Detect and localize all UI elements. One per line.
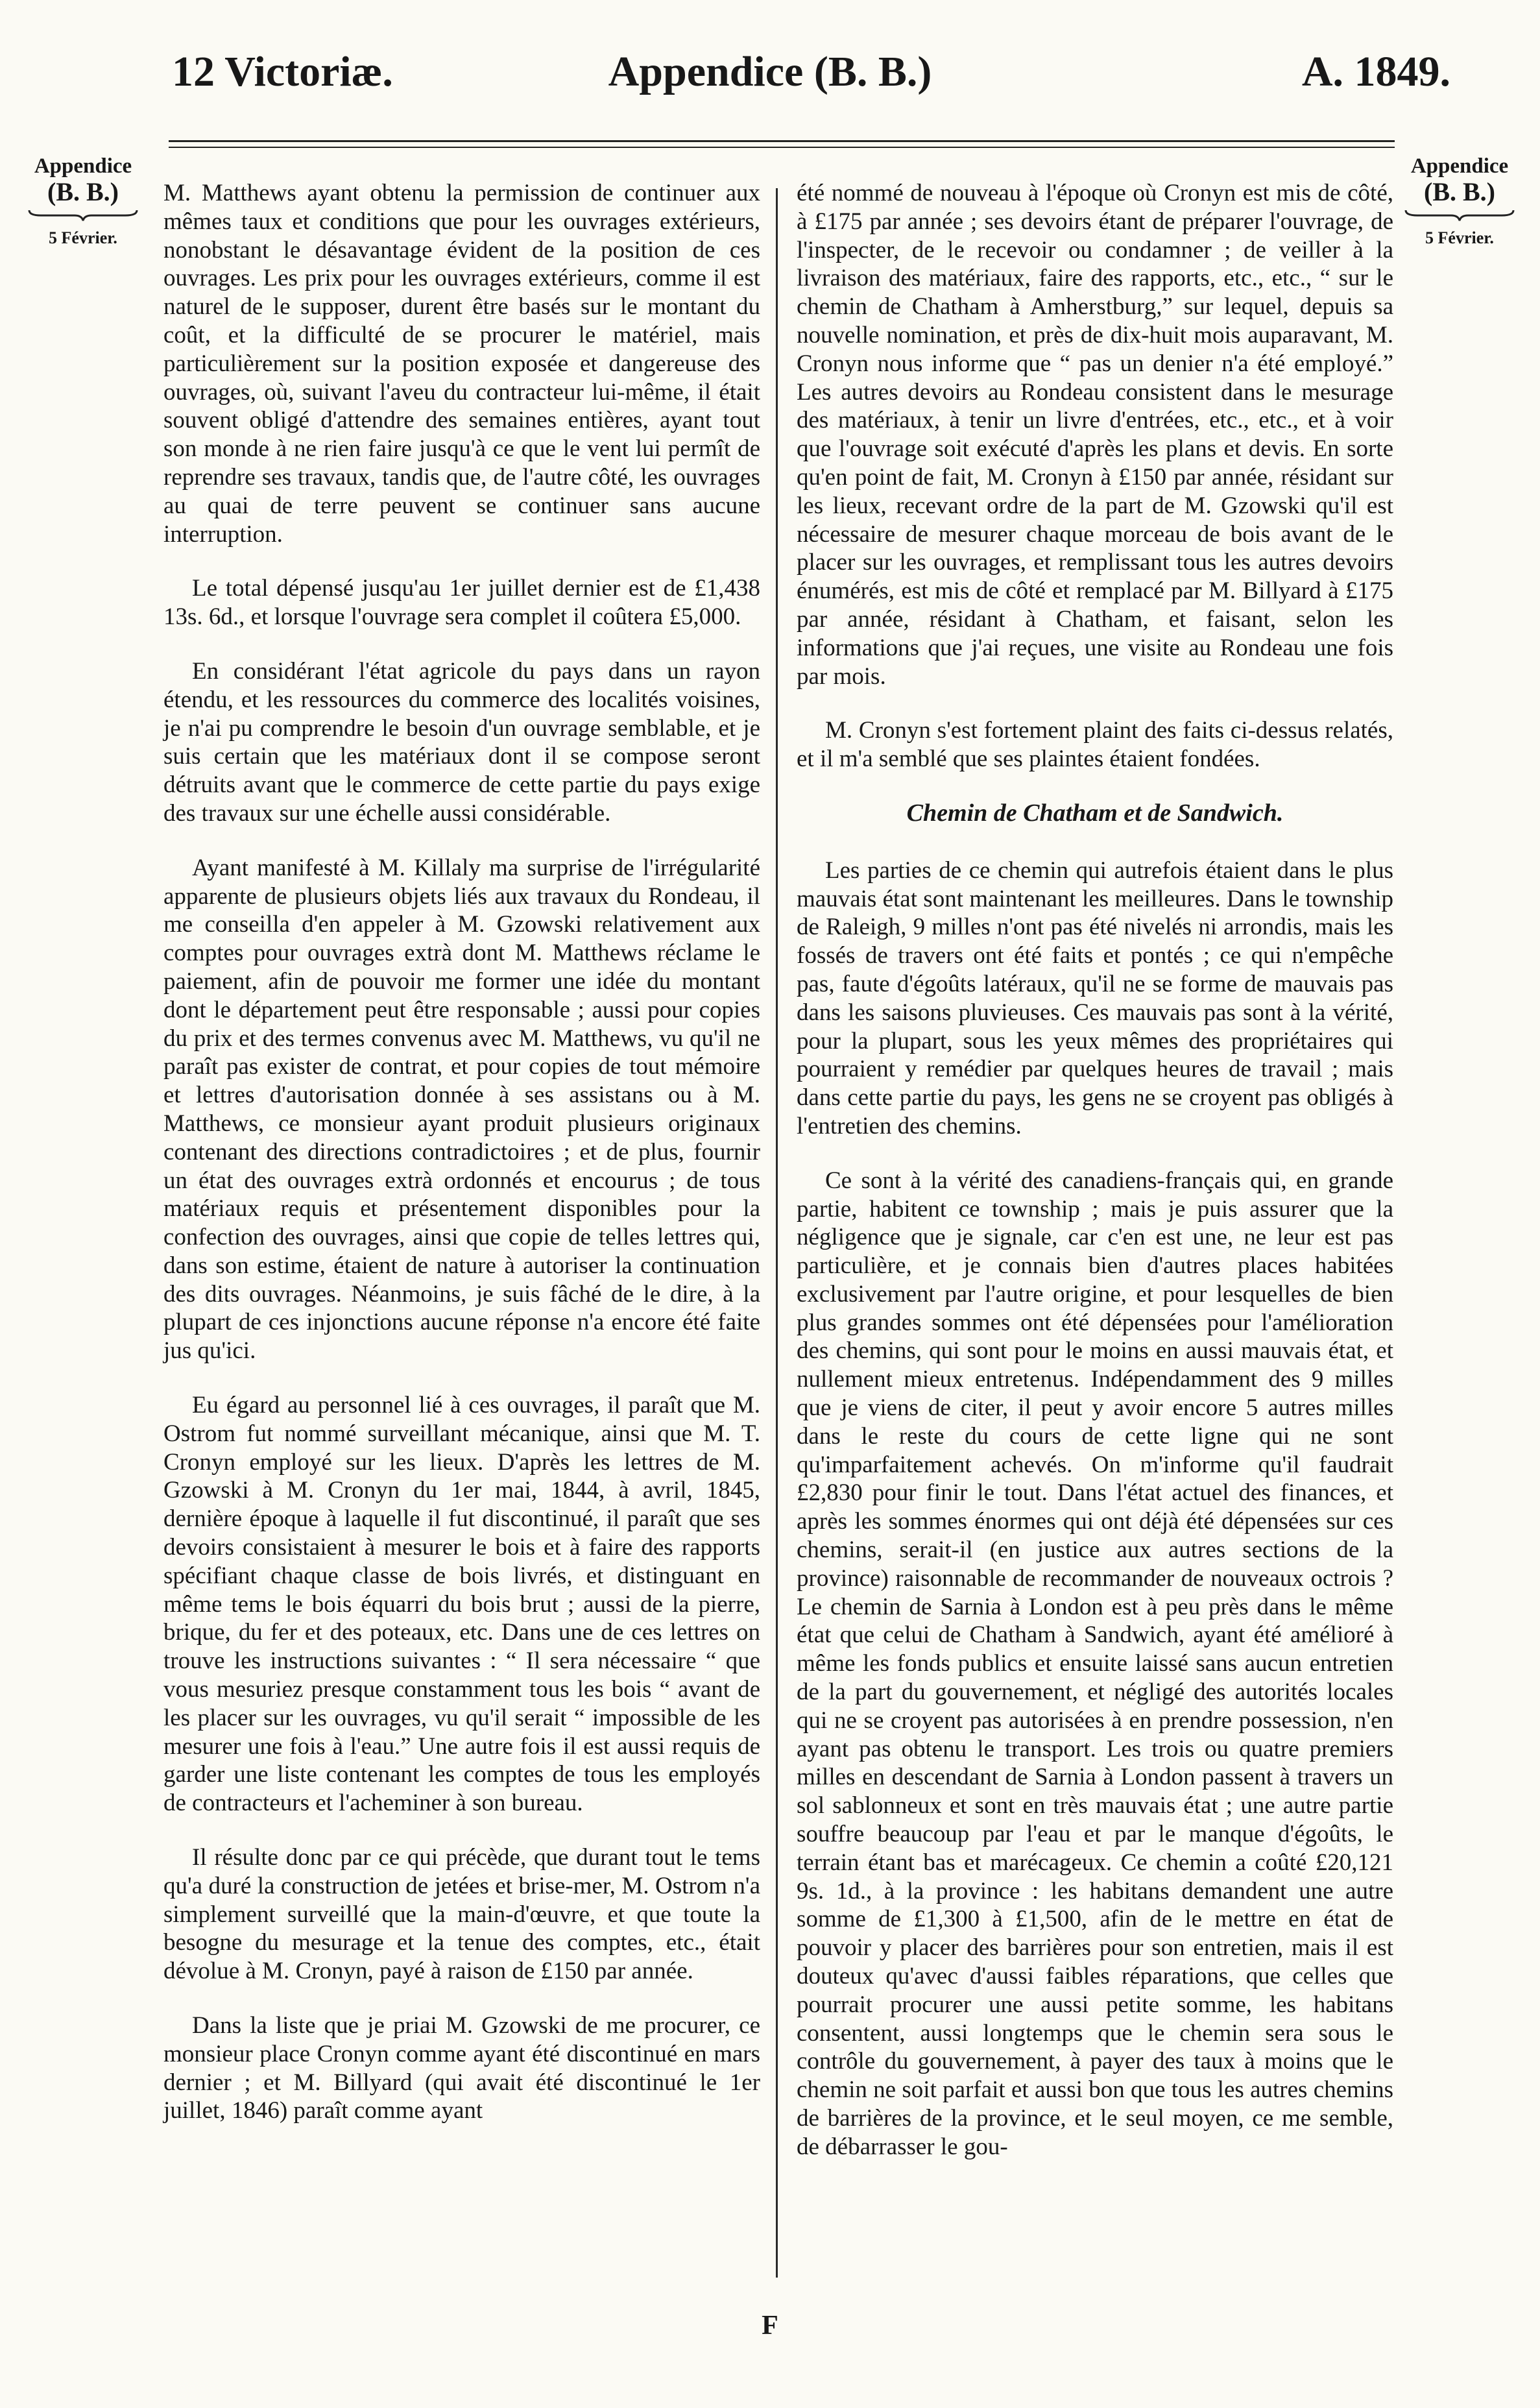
signature-mark: F: [762, 2311, 778, 2341]
paragraph: En considérant l'état agricole du pays dans un rayon étendu, et les ressources du commerce des localités voisines, je n'ai pu comprendre le besoin d'un ouvrage semblable, et je suis certain que les matériaux dont il se compose seront détruits avant que le commerce de cette partie du pays exige des travaux sur une échelle aussi considérable.: [163, 657, 760, 827]
right-column: [797, 179, 1393, 2187]
margin-note-title: Appendice: [1410, 154, 1509, 178]
section-heading: Chemin de Chatham et de Sandwich.: [906, 799, 1284, 827]
paragraph: Les parties de ce chemin qui autrefois étaient dans le plus mauvais état sont maintenant les meilleures. Dans le township de Raleigh, 9 milles n'ont pas été nivelés ni arrondis, mais les fossés de travers ont été faits et pontés ; ce qui n'empêche pas, faute d'égoûts latéraux, qu'il ne se forme de mauvais pas dans les saisons pluvieuses. Ces mauvais pas sont à la vérité, pour la plupart, sous les yeux mêmes des propriétaires qui pourraient y remédier par quelques heures de travail ; mais dans cette partie du pays, les gens ne se croyent pas obligés à l'entretien des chemins.: [797, 857, 1393, 1139]
paragraph: M. Cronyn s'est fortement plaint des faits ci-dessus relatés, et il m'a semblé que ses plaintes étaient fondées.: [797, 717, 1393, 773]
header-volume: 12 Victoriæ.: [172, 48, 393, 95]
column-divider: [776, 188, 778, 2278]
brace-ornament: [1404, 208, 1515, 222]
paragraph: Ayant manifesté à M. Killaly ma surprise de l'irrégularité apparente de plusieurs objets liés aux travaux du Rondeau, il me conseilla d'en appeler à M. Gzowski relativement aux comptes pour ouvrages extrà dont M. Matthews réclame le paiement, afin de pouvoir me former une idée du montant dont le département peut être responsable ; aussi pour copies du prix et des termes convenus avec M. Matthews, vu qu'il ne paraît pas exister de contrat, et pour copies de tout mémoire et lettres d'autorisation donnée à ses assistans ou à M. Matthews, ce monsieur ayant produit plusieurs originaux contenant des directions contradictoires ; et de plus, fournir un état des ouvrages extrà ordonnés et encourus ; de tous matériaux requis et présentement disponibles pour la confection des ouvrages, ainsi que copie de telles lettres qui, dans son estime, étaient de nature à autoriser la continuation des dits ouvrages. Néanmoins, je suis fâché de le dire, à la plupart de ces injonctions aucune réponse n'a encore été faite jus qu'ici.: [163, 854, 760, 1365]
paragraph: Il résulte donc par ce qui précède, que durant tout le tems qu'a duré la construction de jetées et brise-mer, M. Ostrom n'a simplement surveillé que la main-d'œuvre, et que toute la besogne du mesurage et la tenue des comptes, etc., était dévolue à M. Cronyn, payé à raison de £150 par année.: [163, 1844, 760, 1985]
margin-note-date: 5 Février.: [49, 228, 117, 248]
brace-ornament: [28, 208, 138, 222]
header-rule: [169, 140, 1395, 142]
paragraph: Dans la liste que je priai M. Gzowski de me procurer, ce monsieur place Cronyn comme ayant été discontinué en mars dernier ; et M. Billyard (qui avait été discontinué le 1er juillet, 1846) paraît comme ayant: [163, 2012, 760, 2124]
paragraph: M. Matthews ayant obtenu la permission de continuer aux mêmes taux et conditions que pour les ouvrages extérieurs, nonobstant le désavantage évident de la position de ces ouvrages. Les prix pour les ouvrages extérieurs, comme il est naturel de le supposer, durent être basés sur le montant du coût, et la difficulté de se procurer le matériel, mais particulièrement sur la position exposée et dangereuse des ouvrages, où, suivant l'aveu du contracteur lui-même, il était souvent obligé d'attendre des semaines entières, ayant tout son monde à ne rien faire jusqu'à ce que le vent lui permît de reprendre ses travaux, tandis que, de l'autre côté, les ouvrages au quai de terre peuvent se continuer sans aucune interruption.: [163, 180, 760, 548]
paragraph: été nommé de nouveau à l'époque où Cronyn est mis de côté, à £175 par année ; ses devoirs étant de préparer l'ouvrage, de l'inspecter, de le recevoir ou condamner ; de veiller à la livraison des matériaux, faire des rapports, etc., etc., “ sur le chemin de Chatham à Amherstburg,” sur lequel, depuis sa nouvelle nomination, et près de dix-huit mois auparavant, M. Cronyn nous informe que “ pas un denier n'a été employé.” Les autres devoirs au Rondeau consistent dans le mesurage des matériaux, à tenir un livre d'entrées, etc., etc., et à voir que l'ouvrage soit exécuté d'après les plans et devis. En sorte qu'en point de fait, M. Cronyn à £150 par année, résidant sur les lieux, recevant ordre de la part de M. Gzowski qu'il est nécessaire de mesurer chaque morceau de bois avant de le placer sur les ouvrages, et remplissant tous les autres devoirs énumérés, est mis de côté et remplacé par M. Billyard à £175 par année, résidant à Chatham, et faisant, selon les informations que j'ai reçues, une visite au Rondeau une fois par mois.: [797, 180, 1393, 690]
paragraph: Ce sont à la vérité des canadiens-français qui, en grande partie, habitent ce township ; mais je puis assurer que la négligence que je signale, car c'en est une, ne leur est pas particulière, et je connais bien d'autres places habitées exclusivement par l'autre origine, et pour lesquelles de bien plus grandes sommes ont été dépensées pour l'amélioration des chemins, qui sont pour le moins en aussi mauvais état, et nullement mieux entretenus. Indépendamment des 9 milles que je viens de citer, il peut y avoir encore 5 autres milles dans le reste du cours de cette ligne qui ne sont qu'imparfaitement achevés. On m'informe qu'il faudrait £2,830 pour finir le tout. Dans l'état actuel des finances, et après les sommes énormes qui ont déjà été dépensées sur ces chemins, serait-il (en justice aux autres sections de la province) raisonnable de recommander de nouveaux octrois ? Le chemin de Sarnia à London est à peu près dans le même état que celui de Chatham à Sandwich, ayant été amélioré à même les fonds publics et ensuite laissé sans aucun entretien de la part du gouvernement, et négligé des autorités locales qui ne se croyent pas autorisées à en prendre possession, n'en ayant pas obtenu le transport. Les trois ou quatre premiers milles en descendant de Sarnia à London passent à travers un sol sablonneux et sont en très mauvais état ; une autre partie souffre beaucoup par l'eau et par le manque d'égoûts, le terrain étant bas et marécageux. Ce chemin a coûté £20,121 9s. 1d., à la province : les habitans demandent une autre somme de £1,300 à £1,500, afin de le mettre en état de pouvoir y placer des barrières pour son entretien, mais il est douteux qu'avec d'aussi faibles réparations, que celles que pourrait procurer une aussi petite somme, les habitans consentent, aussi longtemps que le chemin sera sous le contrôle du gouvernement, à payer des taux à moins que le chemin ne soit parfait et aussi bon que tous les autres chemins de barrières de la province, et le seul moyen, ce me semble, de débarrasser le gou-: [797, 1167, 1393, 2160]
margin-note-ref: (B. B.): [47, 177, 119, 207]
header-year: A. 1849.: [1301, 48, 1450, 95]
margin-note-right: [1395, 154, 1524, 248]
paragraph: Eu égard au personnel lié à ces ouvrages, il paraît que M. Ostrom fut nommé surveillant mécanique, ainsi que M. T. Cronyn employé sur les lieux. D'après les lettres de M. Gzowski à M. Cronyn du 1er mai, 1844, à avril, 1845, dernière époque à laquelle il fut discontinué, il paraît que ses devoirs consistaient à mesurer le bois et à faire des rapports spécifiant chaque classe de bois livrés, et distinguant en même tems le bois équarri du bois brut ; aussi de la pierre, brique, du fer et des poteaux, etc. Dans une de ces lettres on trouve les instructions suivantes : “ Il sera nécessaire “ que vous mesuriez presque constamment tous les bois “ avant de les placer sur les ouvrages, vu qu'il serait “ impossible de les mesurer une fois à l'eau.” Une autre fois il est aussi requis de garder une liste contenant les comptes de tous les employés de contracteurs et l'acheminer à son bureau.: [163, 1392, 760, 1817]
margin-note-left: [18, 154, 148, 248]
paragraph: Le total dépensé jusqu'au 1er juillet dernier est de £1,438 13s. 6d., et lorsque l'ouvrage sera complet il coûtera £5,000.: [163, 575, 760, 631]
header-rule-secondary: [169, 147, 1395, 148]
left-column: [163, 179, 760, 2151]
margin-note-ref: (B. B.): [1424, 177, 1495, 207]
header-appendix-title: Appendice (B. B.): [608, 48, 932, 95]
margin-note-date: 5 Février.: [1425, 228, 1494, 248]
margin-note-title: Appendice: [34, 154, 132, 178]
